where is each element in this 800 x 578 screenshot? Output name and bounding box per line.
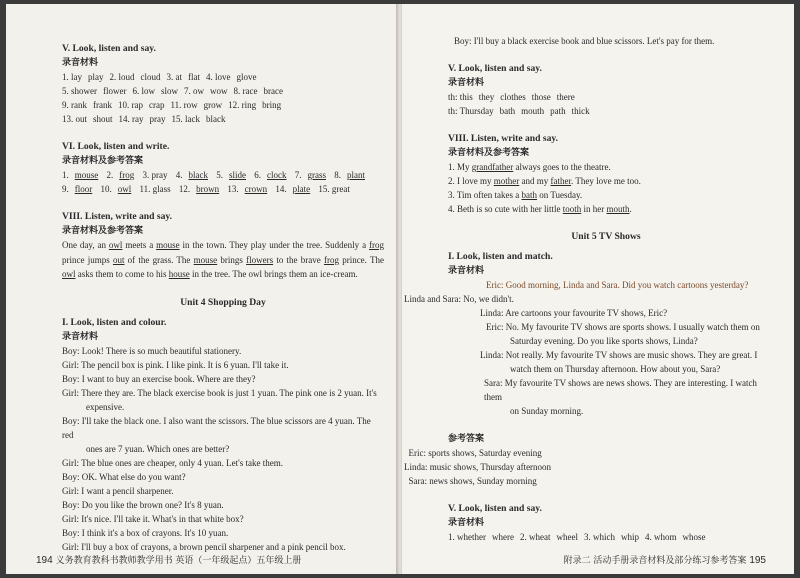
sentence-part: and my [519, 176, 551, 186]
section-heading: V. Look, listen and say. [62, 43, 156, 54]
dialogue-line: Girl: I'll buy a box of crayons, a brown pencil sharpener and a pink pencil box. [62, 541, 346, 552]
word: play [88, 72, 104, 82]
word: 3. which [584, 532, 615, 542]
dialogue-line: Sara: My favourite TV shows are news shows. They are interesting. I watch them [484, 378, 757, 402]
sentence-part: mouth [606, 204, 630, 214]
word-list-row [62, 70, 384, 84]
sentence [448, 202, 764, 216]
section-subheading: 录音材料 [62, 58, 99, 68]
sentence [448, 188, 764, 202]
dialogue-line: on Sunday morning. [510, 406, 584, 416]
word: flat [188, 72, 201, 82]
word: 2. wheat [520, 532, 551, 542]
sentence-part: 4. Beth is so cute with her little [448, 204, 563, 214]
word: th: Thursday [448, 106, 494, 116]
word: 12. ring [228, 100, 257, 110]
dialogue-line: Linda and Sara: No, we didn't. [404, 294, 514, 304]
answer-line: Eric: sports shows, Saturday evening [404, 448, 542, 458]
dialogue-line: Boy: I'll take the black one. I also want the scissors. The blue scissors are 4 yuan. The red [62, 415, 371, 440]
word: 7. ow [184, 86, 205, 96]
section-subheading: 录音材料 [448, 266, 485, 276]
unit-title: Unit 4 Shopping Day [180, 296, 266, 308]
word: clothes [500, 92, 526, 102]
sentence-part: in her [581, 204, 607, 214]
page-footer [36, 553, 301, 566]
dialogue-line: Boy: I think it's a box of crayons. It's 10 yuan. [62, 527, 229, 538]
word: whip [621, 532, 639, 542]
word: cloud [140, 72, 161, 82]
page-number: 194 [36, 555, 53, 566]
page-footer [564, 553, 766, 566]
footer-text: 附录二 活动手册录音材料及部分练习参考答案 [563, 556, 747, 566]
dialogue [404, 278, 764, 418]
word: crap [149, 100, 165, 110]
dialogue-line: Girl: The pencil box is pink. I like pink. It is 6 yuan. I'll take it. [62, 359, 289, 370]
word: 14. ray [118, 114, 144, 124]
word: glove [236, 72, 257, 82]
page-number: 195 [749, 555, 766, 566]
dialogue-line: Boy: Do you like the brown one? It's 8 yuan. [62, 499, 224, 510]
section-subheading: 录音材料及参考答案 [62, 226, 144, 236]
word: bring [262, 100, 282, 110]
word: flower [103, 86, 127, 96]
word-list-row [448, 530, 764, 544]
word: 6. low [132, 86, 155, 96]
word: path [550, 106, 566, 116]
word: 5. shower [62, 86, 97, 96]
dialogue-line: Saturday evening. Do you like sports shows, Linda? [510, 336, 698, 346]
word: th: this [448, 92, 473, 102]
word: 8. race [233, 86, 258, 96]
sentence [448, 174, 764, 188]
sentence-part: . They love me too. [571, 176, 641, 186]
sentence-part: 3. Tim often takes a [448, 190, 522, 200]
sentence-part: tooth [562, 204, 582, 214]
word-list [62, 70, 384, 126]
word: black [206, 114, 226, 124]
dialogue-line: Boy: Look! There is so much beautiful stationery. [62, 345, 242, 356]
word: those [531, 92, 551, 102]
answer-line: Linda: music shows, Thursday afternoon [404, 462, 552, 472]
section-heading: V. Look, listen and say. [448, 503, 542, 514]
word: where [492, 532, 514, 542]
section-heading: I. Look, listen and match. [448, 251, 553, 262]
sentence-list [448, 160, 764, 216]
story-paragraph: One day, an owl meets a mouse in the town. They play under the tree. Suddenly a frog prince jumps out of the grass. The mouse brings flowers to the brave frog prince. The owl asks them to come to his house in the tree. The owl brings them an ice-cream. [62, 240, 384, 279]
word: 4. whom [645, 532, 677, 542]
word: 4. love [206, 72, 231, 82]
dialogue-line: ones are 7 yuan. Which ones are better? [86, 443, 230, 454]
unit-title: Unit 5 TV Shows [571, 231, 641, 242]
word-list-row [62, 98, 384, 112]
dialogue-line: Boy: I want to buy an exercise book. Where are they? [62, 373, 256, 384]
dialogue-line: Eric: Good morning, Linda and Sara. Did you watch cartoons yesterday? [486, 280, 749, 290]
answer-line: Sara: news shows, Sunday morning [404, 476, 537, 486]
word-list-row: 1. mouse 2. frog 3. pray 4. black 5. slide 6. clock 7. grass 8. plant [62, 170, 365, 180]
word: slow [161, 86, 179, 96]
section-heading: V. Look, listen and say. [448, 63, 542, 74]
answers-heading: 参考答案 [448, 434, 485, 444]
answer-list [404, 446, 764, 488]
word: mouth [521, 106, 545, 116]
dialogue-line: Boy: OK. What else do you want? [62, 471, 186, 482]
word: they [478, 92, 495, 102]
section-heading: VIII. Listen, write and say. [448, 133, 559, 144]
word: 11. row [170, 100, 198, 110]
word: brace [263, 86, 283, 96]
word-list-row: 9. floor 10. owl 11. glass 12. brown 13. crown 14. plate 15. great [62, 184, 350, 194]
word: 1. lay [62, 72, 82, 82]
sentence-part: grandfather [471, 162, 514, 172]
sentence [448, 160, 764, 174]
word-list-row [448, 104, 764, 118]
dialogue-line: Girl: It's nice. I'll take it. What's in that white box? [62, 513, 244, 524]
word: 9. rank [62, 100, 87, 110]
dialogue-line: watch them on Thursday afternoon. How about you, Sara? [510, 364, 721, 374]
word: shout [93, 114, 113, 124]
dialogue-line: Linda: Are cartoons your favourite TV shows, Eric? [480, 308, 668, 318]
dialogue-line: Girl: The blue ones are cheaper, only 4 yuan. Let's take them. [62, 457, 284, 468]
word: frank [93, 100, 112, 110]
section-heading: VIII. Listen, write and say. [62, 211, 173, 222]
word-list-row [448, 90, 764, 104]
section-subheading: 录音材料 [62, 331, 99, 342]
section-subheading: 录音材料 [448, 78, 485, 88]
sentence-part: bath [521, 190, 537, 200]
word: thick [571, 106, 590, 116]
sentence-part: always goes to the theatre. [513, 162, 611, 172]
dialogue-line: Linda: Not really. My favourite TV shows are music shows. They are great. I [480, 350, 758, 360]
word: 2. loud [109, 72, 135, 82]
word: 10. rap [118, 100, 143, 110]
dialogue-line: Girl: I want a pencil sharpener. [62, 485, 174, 496]
word-list-row [62, 112, 384, 126]
word: 1. whether [448, 532, 486, 542]
dialogue-line: Boy: I'll buy a black exercise book and blue scissors. Let's pay for them. [454, 36, 715, 46]
sentence-part: . [629, 204, 632, 214]
word: grow [203, 100, 223, 110]
left-page [6, 4, 398, 574]
word: pray [149, 114, 166, 124]
footer-text: 义务教育教科书教师教学用书 英语（一年级起点）五年级上册 [55, 556, 302, 566]
section-heading: VI. Look, listen and write. [62, 141, 170, 152]
dialogue-line: expensive. [86, 401, 125, 412]
section-subheading: 录音材料 [448, 518, 485, 528]
word-list-row [62, 84, 384, 98]
dialogue [62, 344, 384, 554]
word: 13. out [62, 114, 88, 124]
word: there [556, 92, 575, 102]
word: whose [682, 532, 706, 542]
word: bath [499, 106, 516, 116]
sentence-part: mother [493, 176, 520, 186]
dialogue-line: Eric: No. My favourite TV shows are sports shows. I usually watch them on [486, 322, 760, 332]
sentence-part: on Tuesday. [537, 190, 583, 200]
section-subheading: 录音材料及参考答案 [448, 148, 530, 158]
word: 15. lack [171, 114, 201, 124]
sentence-part: 1. My [448, 162, 472, 172]
sentence-part: father [550, 176, 571, 186]
word: wheel [556, 532, 578, 542]
sentence-part: 2. I love my [448, 176, 494, 186]
word: wow [210, 86, 228, 96]
word: 3. at [166, 72, 183, 82]
section-heading: I. Look, listen and colour. [62, 316, 167, 328]
right-page [402, 4, 794, 574]
dialogue-line: Girl: There they are. The black exercise book is just 1 yuan. The pink one is 2 yuan. It's [62, 387, 377, 398]
section-subheading: 录音材料及参考答案 [62, 156, 144, 166]
